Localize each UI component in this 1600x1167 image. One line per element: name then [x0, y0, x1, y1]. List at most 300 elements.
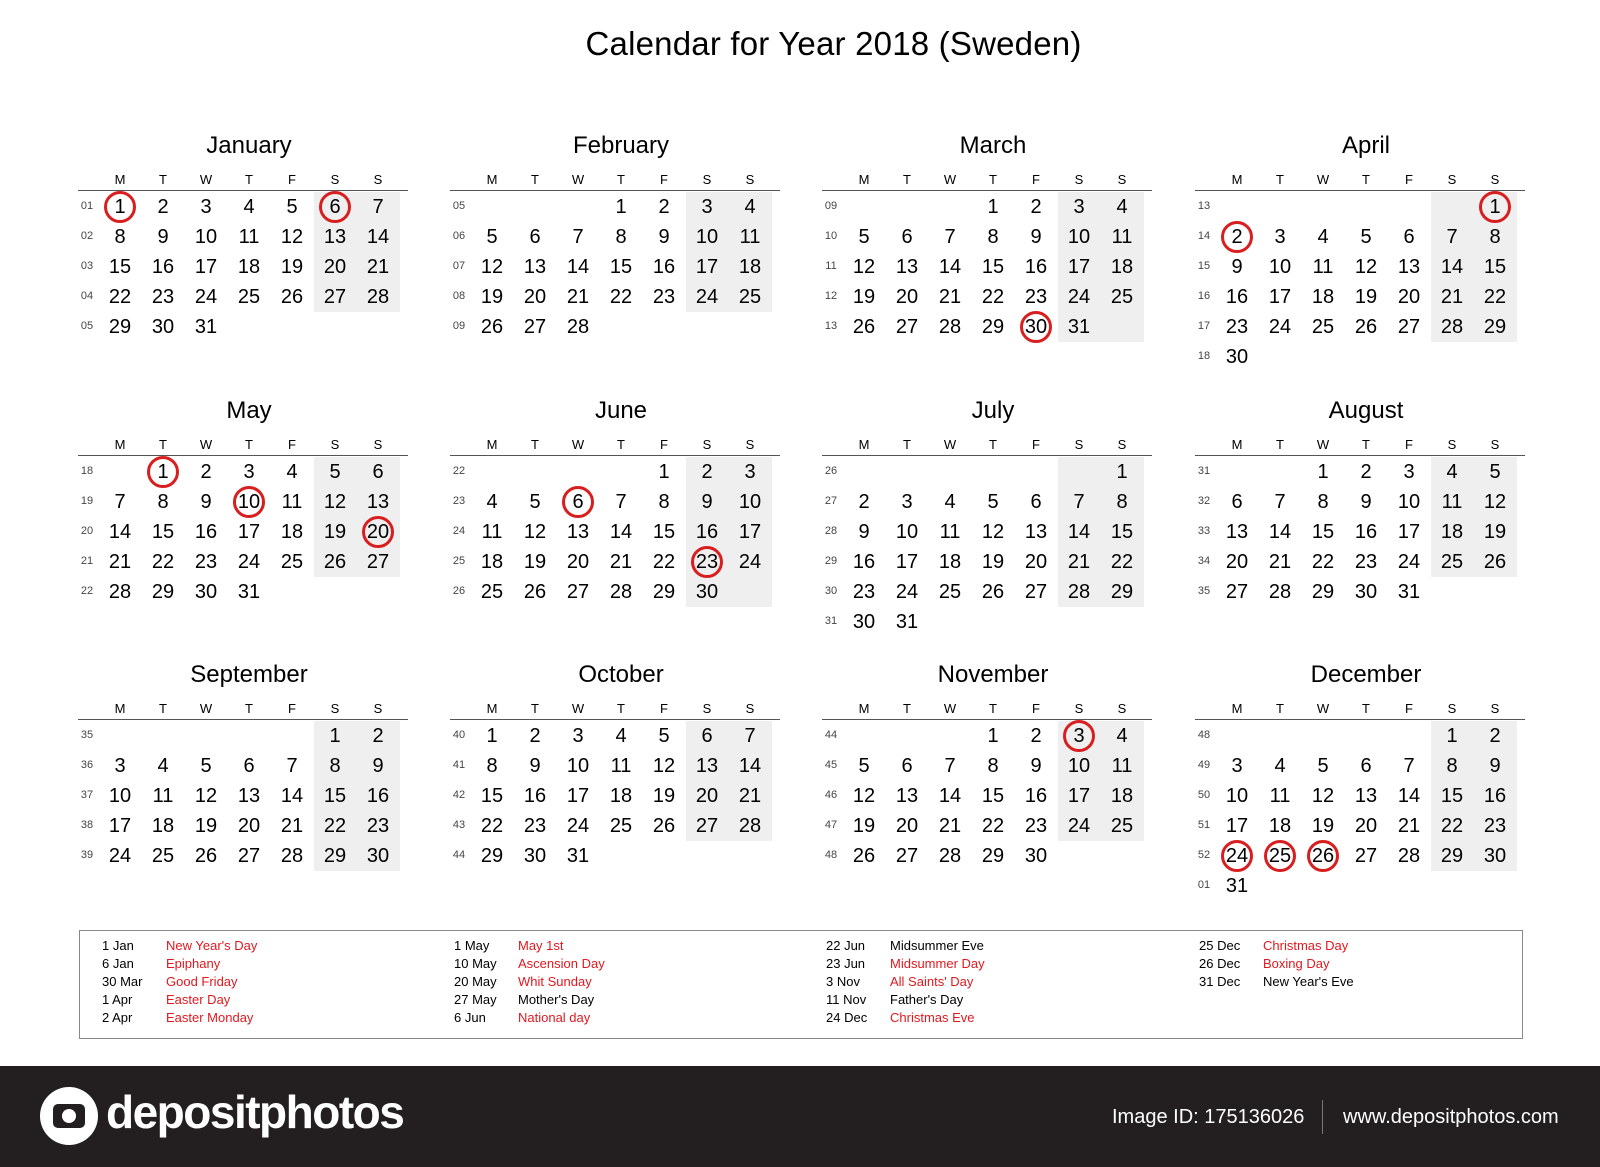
day-cell[interactable]: 14: [938, 785, 962, 807]
day-cell[interactable]: 10: [895, 521, 919, 543]
day-cell[interactable]: 5: [286, 196, 298, 218]
day-cell[interactable]: 15: [1311, 521, 1335, 543]
day-cell[interactable]: 28: [1440, 316, 1464, 338]
day-cell[interactable]: 28: [280, 845, 304, 867]
day-cell[interactable]: 14: [738, 755, 762, 777]
day-cell[interactable]: 1: [987, 196, 999, 218]
day-cell[interactable]: 10: [237, 491, 261, 513]
day-cell[interactable]: 25: [1110, 815, 1134, 837]
day-cell[interactable]: 15: [108, 256, 132, 278]
day-cell[interactable]: 11: [238, 226, 260, 248]
day-cell[interactable]: 9: [200, 491, 212, 513]
day-cell[interactable]: 19: [1311, 815, 1335, 837]
day-cell[interactable]: 19: [981, 551, 1005, 573]
day-cell[interactable]: 23: [1024, 286, 1048, 308]
day-cell[interactable]: 2: [1360, 461, 1372, 483]
day-cell[interactable]: 6: [701, 725, 713, 747]
day-cell[interactable]: 10: [108, 785, 132, 807]
day-cell[interactable]: 12: [480, 256, 504, 278]
day-cell[interactable]: 6: [1231, 491, 1243, 513]
day-cell[interactable]: 8: [615, 226, 627, 248]
day-cell[interactable]: 7: [1073, 491, 1085, 513]
day-cell[interactable]: 14: [609, 521, 633, 543]
day-cell[interactable]: 14: [1440, 256, 1464, 278]
day-cell[interactable]: 23: [1483, 815, 1507, 837]
day-cell[interactable]: 6: [243, 755, 255, 777]
day-cell[interactable]: 8: [987, 226, 999, 248]
day-cell[interactable]: 7: [944, 226, 956, 248]
day-cell[interactable]: 8: [114, 226, 126, 248]
day-cell[interactable]: 16: [151, 256, 175, 278]
day-cell[interactable]: 29: [151, 581, 175, 603]
day-cell[interactable]: 16: [652, 256, 676, 278]
day-cell[interactable]: 17: [1067, 785, 1091, 807]
day-cell[interactable]: 2: [858, 491, 870, 513]
day-cell[interactable]: 14: [366, 226, 390, 248]
day-cell[interactable]: 8: [329, 755, 341, 777]
day-cell[interactable]: 22: [981, 815, 1005, 837]
day-cell[interactable]: 21: [108, 551, 132, 573]
day-cell[interactable]: 19: [194, 815, 218, 837]
day-cell[interactable]: 25: [1110, 286, 1134, 308]
day-cell[interactable]: 12: [523, 521, 547, 543]
day-cell[interactable]: 24: [738, 551, 762, 573]
day-cell[interactable]: 11: [739, 226, 761, 248]
day-cell[interactable]: 21: [1268, 551, 1292, 573]
day-cell[interactable]: 23: [194, 551, 218, 573]
day-cell[interactable]: 5: [658, 725, 670, 747]
day-cell[interactable]: 22: [480, 815, 504, 837]
day-cell[interactable]: 18: [1311, 286, 1335, 308]
day-cell[interactable]: 14: [108, 521, 132, 543]
day-cell[interactable]: 18: [1440, 521, 1464, 543]
day-cell[interactable]: 24: [1067, 286, 1091, 308]
day-cell[interactable]: 7: [1446, 226, 1458, 248]
day-cell[interactable]: 1: [114, 196, 126, 218]
day-cell[interactable]: 22: [1483, 286, 1507, 308]
day-cell[interactable]: 24: [108, 845, 132, 867]
day-cell[interactable]: 3: [572, 725, 584, 747]
day-cell[interactable]: 18: [1110, 785, 1134, 807]
day-cell[interactable]: 17: [895, 551, 919, 573]
day-cell[interactable]: 29: [323, 845, 347, 867]
day-cell[interactable]: 5: [858, 226, 870, 248]
day-cell[interactable]: 13: [695, 755, 719, 777]
day-cell[interactable]: 19: [852, 815, 876, 837]
day-cell[interactable]: 16: [695, 521, 719, 543]
day-cell[interactable]: 5: [1360, 226, 1372, 248]
day-cell[interactable]: 31: [895, 611, 919, 633]
day-cell[interactable]: 2: [157, 196, 169, 218]
day-cell[interactable]: 5: [987, 491, 999, 513]
day-cell[interactable]: 6: [1403, 226, 1415, 248]
day-cell[interactable]: 22: [652, 551, 676, 573]
day-cell[interactable]: 9: [1030, 755, 1042, 777]
day-cell[interactable]: 3: [114, 755, 126, 777]
day-cell[interactable]: 17: [695, 256, 719, 278]
day-cell[interactable]: 12: [981, 521, 1005, 543]
day-cell[interactable]: 22: [1440, 815, 1464, 837]
day-cell[interactable]: 13: [237, 785, 261, 807]
day-cell[interactable]: 20: [1354, 815, 1378, 837]
day-cell[interactable]: 4: [1116, 196, 1128, 218]
day-cell[interactable]: 15: [609, 256, 633, 278]
day-cell[interactable]: 13: [566, 521, 590, 543]
day-cell[interactable]: 8: [1489, 226, 1501, 248]
day-cell[interactable]: 24: [1225, 845, 1249, 867]
day-cell[interactable]: 24: [194, 286, 218, 308]
day-cell[interactable]: 25: [237, 286, 261, 308]
day-cell[interactable]: 30: [366, 845, 390, 867]
day-cell[interactable]: 1: [1489, 196, 1501, 218]
day-cell[interactable]: 23: [695, 551, 719, 573]
day-cell[interactable]: 10: [1067, 755, 1091, 777]
day-cell[interactable]: 10: [566, 755, 590, 777]
day-cell[interactable]: 19: [280, 256, 304, 278]
day-cell[interactable]: 30: [1024, 316, 1048, 338]
day-cell[interactable]: 4: [1317, 226, 1329, 248]
day-cell[interactable]: 18: [1110, 256, 1134, 278]
day-cell[interactable]: 24: [1397, 551, 1421, 573]
day-cell[interactable]: 21: [1440, 286, 1464, 308]
day-cell[interactable]: 9: [157, 226, 169, 248]
day-cell[interactable]: 29: [652, 581, 676, 603]
day-cell[interactable]: 30: [695, 581, 719, 603]
day-cell[interactable]: 25: [938, 581, 962, 603]
day-cell[interactable]: 11: [1441, 491, 1463, 513]
day-cell[interactable]: 15: [652, 521, 676, 543]
day-cell[interactable]: 19: [1354, 286, 1378, 308]
day-cell[interactable]: 29: [1311, 581, 1335, 603]
day-cell[interactable]: 7: [1274, 491, 1286, 513]
day-cell[interactable]: 3: [1231, 755, 1243, 777]
day-cell[interactable]: 6: [901, 755, 913, 777]
day-cell[interactable]: 31: [1225, 875, 1249, 897]
day-cell[interactable]: 15: [981, 785, 1005, 807]
day-cell[interactable]: 12: [323, 491, 347, 513]
day-cell[interactable]: 25: [609, 815, 633, 837]
day-cell[interactable]: 2: [1030, 725, 1042, 747]
day-cell[interactable]: 12: [1311, 785, 1335, 807]
day-cell[interactable]: 4: [243, 196, 255, 218]
day-cell[interactable]: 2: [1489, 725, 1501, 747]
day-cell[interactable]: 4: [1116, 725, 1128, 747]
day-cell[interactable]: 28: [938, 316, 962, 338]
day-cell[interactable]: 3: [243, 461, 255, 483]
day-cell[interactable]: 28: [366, 286, 390, 308]
day-cell[interactable]: 24: [237, 551, 261, 573]
day-cell[interactable]: 15: [480, 785, 504, 807]
day-cell[interactable]: 5: [1317, 755, 1329, 777]
day-cell[interactable]: 12: [1483, 491, 1507, 513]
day-cell[interactable]: 16: [194, 521, 218, 543]
day-cell[interactable]: 24: [695, 286, 719, 308]
day-cell[interactable]: 1: [329, 725, 341, 747]
day-cell[interactable]: 17: [237, 521, 261, 543]
day-cell[interactable]: 20: [1397, 286, 1421, 308]
day-cell[interactable]: 18: [480, 551, 504, 573]
day-cell[interactable]: 1: [157, 461, 169, 483]
day-cell[interactable]: 27: [566, 581, 590, 603]
day-cell[interactable]: 2: [1030, 196, 1042, 218]
day-cell[interactable]: 9: [1360, 491, 1372, 513]
day-cell[interactable]: 18: [280, 521, 304, 543]
day-cell[interactable]: 13: [1024, 521, 1048, 543]
day-cell[interactable]: 2: [200, 461, 212, 483]
day-cell[interactable]: 17: [1067, 256, 1091, 278]
day-cell[interactable]: 27: [1354, 845, 1378, 867]
day-cell[interactable]: 1: [486, 725, 498, 747]
day-cell[interactable]: 21: [938, 286, 962, 308]
day-cell[interactable]: 2: [372, 725, 384, 747]
day-cell[interactable]: 20: [895, 286, 919, 308]
day-cell[interactable]: 21: [1397, 815, 1421, 837]
day-cell[interactable]: 26: [1311, 845, 1335, 867]
day-cell[interactable]: 27: [895, 316, 919, 338]
day-cell[interactable]: 2: [1231, 226, 1243, 248]
day-cell[interactable]: 7: [572, 226, 584, 248]
day-cell[interactable]: 15: [981, 256, 1005, 278]
day-cell[interactable]: 14: [280, 785, 304, 807]
day-cell[interactable]: 5: [529, 491, 541, 513]
day-cell[interactable]: 7: [615, 491, 627, 513]
day-cell[interactable]: 26: [852, 845, 876, 867]
day-cell[interactable]: 26: [194, 845, 218, 867]
day-cell[interactable]: 12: [852, 785, 876, 807]
day-cell[interactable]: 15: [323, 785, 347, 807]
day-cell[interactable]: 29: [1440, 845, 1464, 867]
day-cell[interactable]: 22: [323, 815, 347, 837]
day-cell[interactable]: 23: [523, 815, 547, 837]
day-cell[interactable]: 24: [566, 815, 590, 837]
day-cell[interactable]: 5: [486, 226, 498, 248]
day-cell[interactable]: 21: [566, 286, 590, 308]
day-cell[interactable]: 8: [658, 491, 670, 513]
day-cell[interactable]: 1: [1116, 461, 1128, 483]
day-cell[interactable]: 16: [1483, 785, 1507, 807]
day-cell[interactable]: 11: [1312, 256, 1334, 278]
day-cell[interactable]: 16: [1225, 286, 1249, 308]
day-cell[interactable]: 21: [609, 551, 633, 573]
day-cell[interactable]: 16: [852, 551, 876, 573]
day-cell[interactable]: 29: [981, 845, 1005, 867]
day-cell[interactable]: 6: [1030, 491, 1042, 513]
day-cell[interactable]: 22: [981, 286, 1005, 308]
day-cell[interactable]: 12: [194, 785, 218, 807]
day-cell[interactable]: 30: [194, 581, 218, 603]
day-cell[interactable]: 8: [987, 755, 999, 777]
day-cell[interactable]: 28: [1067, 581, 1091, 603]
day-cell[interactable]: 28: [738, 815, 762, 837]
day-cell[interactable]: 21: [738, 785, 762, 807]
day-cell[interactable]: 25: [738, 286, 762, 308]
day-cell[interactable]: 31: [1067, 316, 1091, 338]
day-cell[interactable]: 26: [280, 286, 304, 308]
day-cell[interactable]: 7: [944, 755, 956, 777]
day-cell[interactable]: 10: [738, 491, 762, 513]
day-cell[interactable]: 21: [1067, 551, 1091, 573]
day-cell[interactable]: 19: [652, 785, 676, 807]
day-cell[interactable]: 4: [157, 755, 169, 777]
day-cell[interactable]: 19: [1483, 521, 1507, 543]
day-cell[interactable]: 17: [566, 785, 590, 807]
day-cell[interactable]: 9: [1030, 226, 1042, 248]
day-cell[interactable]: 6: [529, 226, 541, 248]
day-cell[interactable]: 16: [1354, 521, 1378, 543]
day-cell[interactable]: 10: [1268, 256, 1292, 278]
day-cell[interactable]: 10: [695, 226, 719, 248]
day-cell[interactable]: 3: [744, 461, 756, 483]
day-cell[interactable]: 21: [938, 815, 962, 837]
day-cell[interactable]: 4: [286, 461, 298, 483]
day-cell[interactable]: 28: [108, 581, 132, 603]
day-cell[interactable]: 25: [151, 845, 175, 867]
day-cell[interactable]: 29: [1483, 316, 1507, 338]
day-cell[interactable]: 19: [852, 286, 876, 308]
day-cell[interactable]: 3: [1403, 461, 1415, 483]
day-cell[interactable]: 12: [852, 256, 876, 278]
day-cell[interactable]: 26: [852, 316, 876, 338]
day-cell[interactable]: 9: [529, 755, 541, 777]
day-cell[interactable]: 26: [323, 551, 347, 573]
day-cell[interactable]: 5: [200, 755, 212, 777]
day-cell[interactable]: 3: [1073, 196, 1085, 218]
day-cell[interactable]: 11: [939, 521, 961, 543]
day-cell[interactable]: 26: [1483, 551, 1507, 573]
day-cell[interactable]: 18: [151, 815, 175, 837]
day-cell[interactable]: 1: [1446, 725, 1458, 747]
day-cell[interactable]: 21: [366, 256, 390, 278]
day-cell[interactable]: 13: [523, 256, 547, 278]
day-cell[interactable]: 2: [701, 461, 713, 483]
day-cell[interactable]: 20: [237, 815, 261, 837]
day-cell[interactable]: 16: [1024, 785, 1048, 807]
day-cell[interactable]: 8: [1116, 491, 1128, 513]
day-cell[interactable]: 25: [480, 581, 504, 603]
day-cell[interactable]: 2: [529, 725, 541, 747]
day-cell[interactable]: 9: [701, 491, 713, 513]
day-cell[interactable]: 14: [566, 256, 590, 278]
day-cell[interactable]: 8: [1446, 755, 1458, 777]
day-cell[interactable]: 27: [523, 316, 547, 338]
day-cell[interactable]: 30: [852, 611, 876, 633]
day-cell[interactable]: 4: [944, 491, 956, 513]
day-cell[interactable]: 7: [744, 725, 756, 747]
day-cell[interactable]: 10: [194, 226, 218, 248]
day-cell[interactable]: 20: [895, 815, 919, 837]
day-cell[interactable]: 27: [366, 551, 390, 573]
day-cell[interactable]: 11: [1111, 226, 1133, 248]
day-cell[interactable]: 1: [987, 725, 999, 747]
day-cell[interactable]: 27: [1225, 581, 1249, 603]
day-cell[interactable]: 27: [237, 845, 261, 867]
day-cell[interactable]: 19: [480, 286, 504, 308]
day-cell[interactable]: 17: [1268, 286, 1292, 308]
day-cell[interactable]: 29: [108, 316, 132, 338]
day-cell[interactable]: 27: [323, 286, 347, 308]
day-cell[interactable]: 5: [1489, 461, 1501, 483]
day-cell[interactable]: 8: [1317, 491, 1329, 513]
day-cell[interactable]: 14: [1397, 785, 1421, 807]
day-cell[interactable]: 12: [652, 755, 676, 777]
day-cell[interactable]: 29: [480, 845, 504, 867]
day-cell[interactable]: 7: [1403, 755, 1415, 777]
day-cell[interactable]: 9: [658, 226, 670, 248]
day-cell[interactable]: 15: [151, 521, 175, 543]
day-cell[interactable]: 13: [323, 226, 347, 248]
day-cell[interactable]: 23: [1225, 316, 1249, 338]
day-cell[interactable]: 11: [610, 755, 632, 777]
day-cell[interactable]: 14: [1268, 521, 1292, 543]
day-cell[interactable]: 7: [372, 196, 384, 218]
day-cell[interactable]: 6: [372, 461, 384, 483]
day-cell[interactable]: 11: [1269, 785, 1291, 807]
day-cell[interactable]: 20: [366, 521, 390, 543]
day-cell[interactable]: 15: [1110, 521, 1134, 543]
day-cell[interactable]: 16: [1024, 256, 1048, 278]
day-cell[interactable]: 26: [652, 815, 676, 837]
day-cell[interactable]: 25: [1268, 845, 1292, 867]
day-cell[interactable]: 27: [1397, 316, 1421, 338]
day-cell[interactable]: 8: [157, 491, 169, 513]
day-cell[interactable]: 25: [280, 551, 304, 573]
day-cell[interactable]: 23: [652, 286, 676, 308]
day-cell[interactable]: 6: [901, 226, 913, 248]
day-cell[interactable]: 8: [486, 755, 498, 777]
day-cell[interactable]: 3: [901, 491, 913, 513]
day-cell[interactable]: 4: [615, 725, 627, 747]
day-cell[interactable]: 15: [1440, 785, 1464, 807]
day-cell[interactable]: 1: [658, 461, 670, 483]
day-cell[interactable]: 22: [108, 286, 132, 308]
day-cell[interactable]: 28: [938, 845, 962, 867]
day-cell[interactable]: 27: [695, 815, 719, 837]
day-cell[interactable]: 26: [480, 316, 504, 338]
day-cell[interactable]: 13: [895, 785, 919, 807]
day-cell[interactable]: 30: [151, 316, 175, 338]
day-cell[interactable]: 10: [1225, 785, 1249, 807]
day-cell[interactable]: 3: [1274, 226, 1286, 248]
day-cell[interactable]: 20: [695, 785, 719, 807]
day-cell[interactable]: 28: [1268, 581, 1292, 603]
day-cell[interactable]: 26: [523, 581, 547, 603]
day-cell[interactable]: 18: [938, 551, 962, 573]
day-cell[interactable]: 13: [1397, 256, 1421, 278]
day-cell[interactable]: 20: [1225, 551, 1249, 573]
day-cell[interactable]: 30: [1354, 581, 1378, 603]
day-cell[interactable]: 18: [1268, 815, 1292, 837]
day-cell[interactable]: 24: [895, 581, 919, 603]
day-cell[interactable]: 23: [151, 286, 175, 308]
day-cell[interactable]: 25: [1440, 551, 1464, 573]
day-cell[interactable]: 22: [1110, 551, 1134, 573]
day-cell[interactable]: 17: [738, 521, 762, 543]
day-cell[interactable]: 9: [1231, 256, 1243, 278]
day-cell[interactable]: 28: [609, 581, 633, 603]
day-cell[interactable]: 5: [329, 461, 341, 483]
day-cell[interactable]: 4: [1274, 755, 1286, 777]
day-cell[interactable]: 21: [280, 815, 304, 837]
day-cell[interactable]: 3: [1073, 725, 1085, 747]
day-cell[interactable]: 29: [981, 316, 1005, 338]
day-cell[interactable]: 13: [895, 256, 919, 278]
day-cell[interactable]: 9: [858, 521, 870, 543]
day-cell[interactable]: 24: [1067, 815, 1091, 837]
day-cell[interactable]: 7: [286, 755, 298, 777]
day-cell[interactable]: 11: [152, 785, 174, 807]
day-cell[interactable]: 10: [1067, 226, 1091, 248]
day-cell[interactable]: 30: [1483, 845, 1507, 867]
